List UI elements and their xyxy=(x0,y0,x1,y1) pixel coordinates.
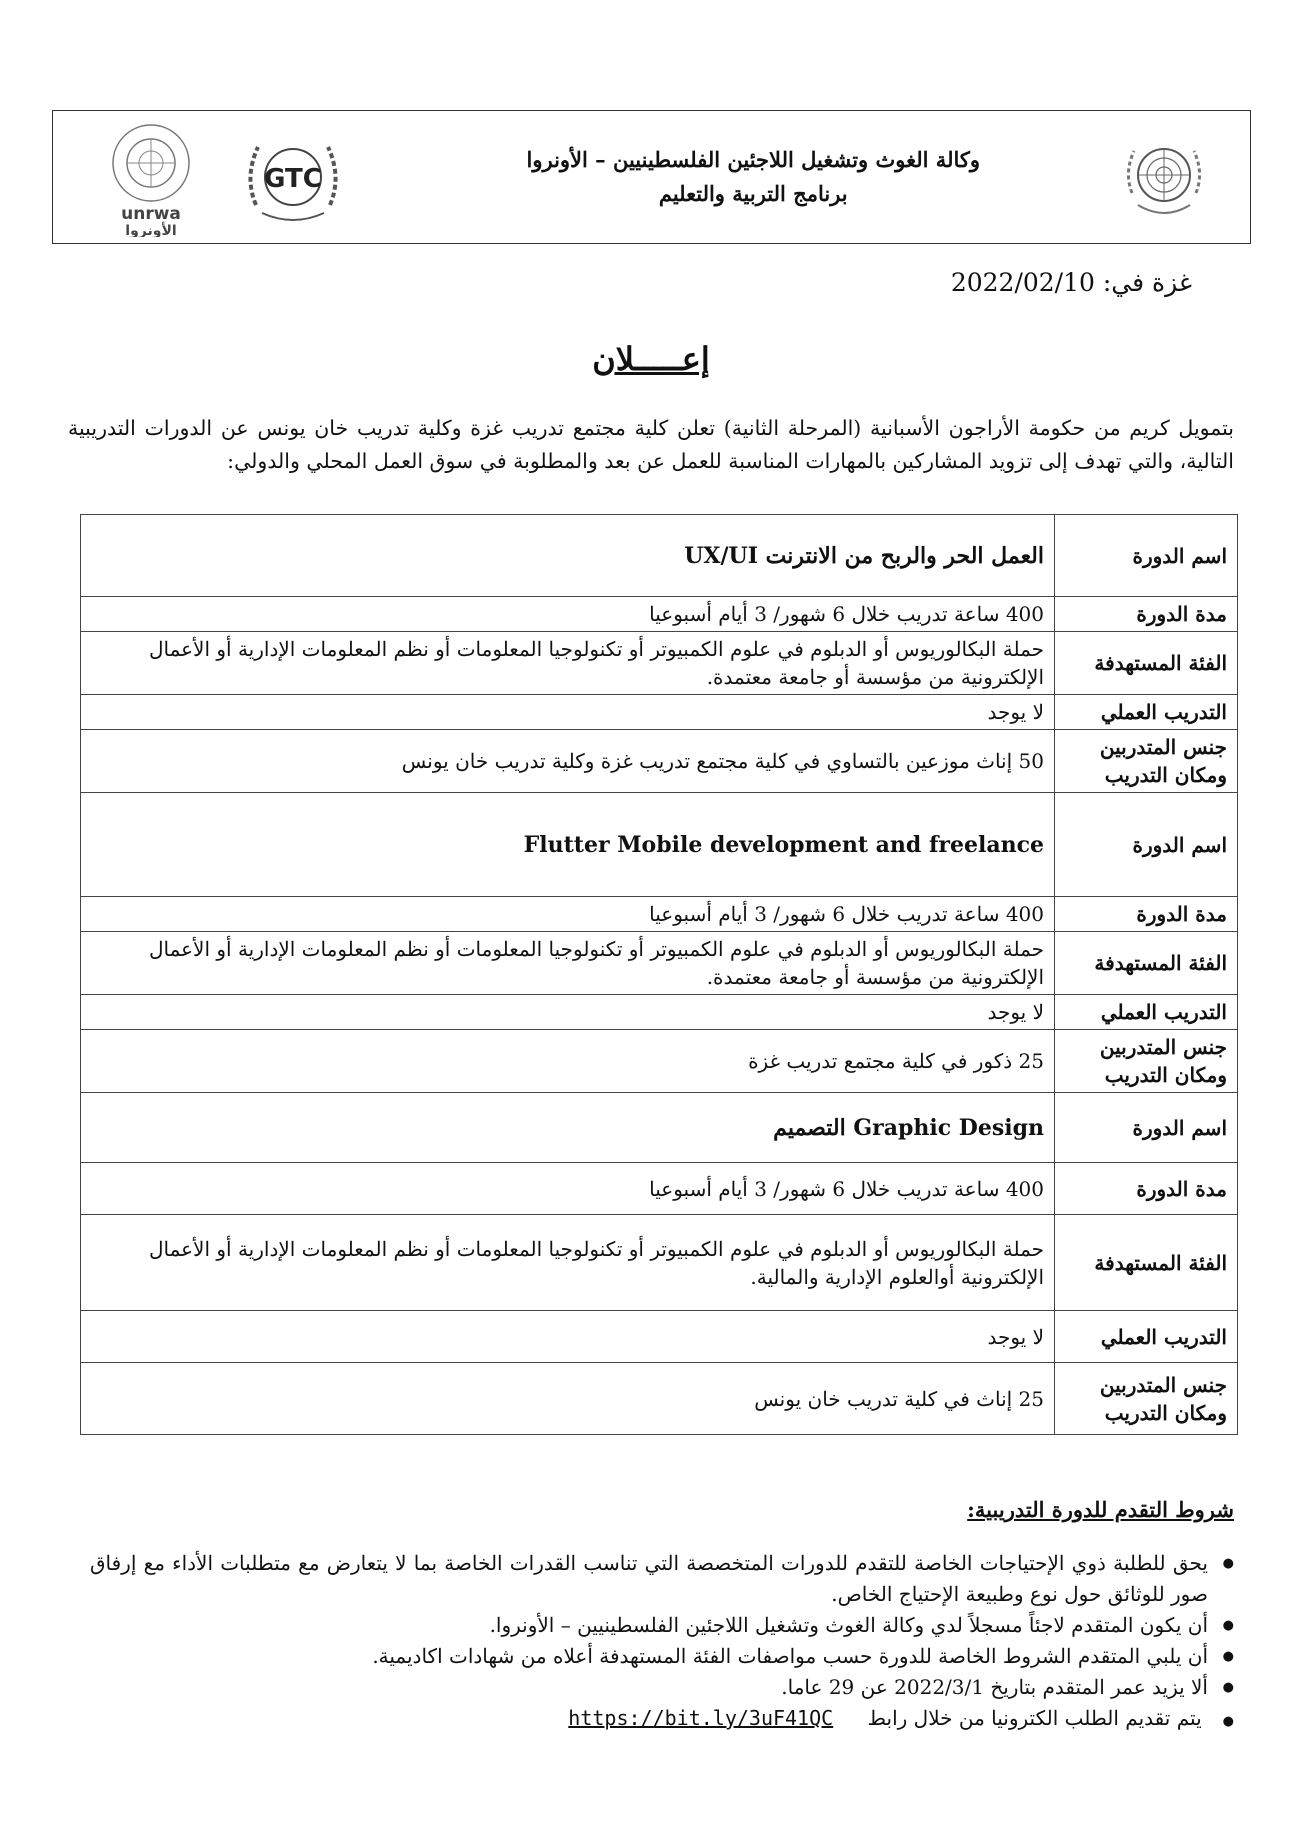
course-gender-label: جنس المتدربين ومكان التدريب xyxy=(1055,1363,1238,1435)
letterhead-title xyxy=(527,143,981,211)
apply-line xyxy=(84,1706,1234,1730)
course-name-row xyxy=(81,515,1238,597)
course-practical-row xyxy=(81,1311,1238,1363)
course-gender: 25 ذكور في كلية مجتمع تدريب غزة xyxy=(81,1030,1055,1093)
gtc-logo-text: GTC xyxy=(264,164,322,194)
program-name: برنامج التربية والتعليم xyxy=(658,181,848,206)
course-gender-label: جنس المتدربين ومكان التدريب xyxy=(1055,730,1238,793)
course-duration-label: مدة الدورة xyxy=(1055,1163,1238,1215)
course-name: العمل الحر والربح من الانترنت UX/UI xyxy=(81,515,1055,597)
apply-link[interactable]: https://bit.ly/3uF41QC xyxy=(568,1706,834,1730)
course-name-label: اسم الدورة xyxy=(1055,515,1238,597)
course-gender-label: جنس المتدربين ومكان التدريب xyxy=(1055,1030,1238,1093)
course-target: حملة البكالوريوس أو الدبلوم في علوم الكمبيوتر أو تكنولوجيا المعلومات أو نظم المعلومات الإدارية أو الأعمال الإلكترونية من مؤسسة أو جامعة معتمدة. xyxy=(81,632,1055,695)
course-duration-row xyxy=(81,597,1238,632)
course-duration: 400 ساعة تدريب خلال 6 شهور/ 3 أيام أسبوعيا xyxy=(81,1163,1055,1215)
course-gender-row xyxy=(81,730,1238,793)
conditions-list xyxy=(90,1548,1234,1703)
course-target-label: الفئة المستهدفة xyxy=(1055,632,1238,695)
course-name-row xyxy=(81,793,1238,897)
course-gender-row xyxy=(81,1030,1238,1093)
list-item: ● ألا يزيد عمر المتقدم بتاريخ 2022/3/1 عن 29 عاما. xyxy=(90,1672,1208,1703)
apply-text: يتم تقديم الطلب الكترونيا من خلال رابط xyxy=(867,1706,1202,1730)
document-date: غزة في: 2022/02/10 xyxy=(950,268,1192,297)
course-practical: لا يوجد xyxy=(81,995,1055,1030)
course-gender-row xyxy=(81,1363,1238,1435)
agency-name: وكالة الغوث وتشغيل اللاجئين الفلسطينيين – الأونروا xyxy=(526,147,980,172)
course-name-label: اسم الدورة xyxy=(1055,1093,1238,1163)
course-name: Flutter Mobile development and freelance xyxy=(81,793,1055,897)
announcement-title: إعـــــلان xyxy=(592,340,710,378)
course-duration-row xyxy=(81,897,1238,932)
course-name-label: اسم الدورة xyxy=(1055,793,1238,897)
course-duration-row xyxy=(81,1163,1238,1215)
course-practical-row xyxy=(81,695,1238,730)
course-practical: لا يوجد xyxy=(81,695,1055,730)
course-target-label: الفئة المستهدفة xyxy=(1055,932,1238,995)
list-item: ● أن يلبي المتقدم الشروط الخاصة للدورة حسب مواصفات الفئة المستهدفة أعلاه من شهادات اكاديمية. xyxy=(90,1641,1208,1672)
list-item: ● يحق للطلبة ذوي الإحتياجات الخاصة للتقدم للدورات المتخصصة التي تناسب القدرات الخاصة بما لا يتعارض مع متطلبات الأداء مع إرفاق صور للوثائق حول نوع وطبيعة الإحتياج الخاص. xyxy=(90,1548,1208,1610)
course-duration-label: مدة الدورة xyxy=(1055,897,1238,932)
gtc-logo-icon xyxy=(238,125,348,229)
bullet-icon: ● xyxy=(1222,1714,1234,1729)
list-item: ● أن يكون المتقدم لاجئاً مسجلاً لدي وكالة الغوث وتشغيل اللاجئين الفلسطينيين – الأونروا. xyxy=(90,1610,1208,1641)
un-emblem-icon xyxy=(1110,123,1218,231)
course-gender: 25 إناث في كلية تدريب خان يونس xyxy=(81,1363,1055,1435)
unrwa-ar-text: الأونروا xyxy=(125,223,177,237)
course-gender: 50 إناث موزعين بالتساوي في كلية مجتمع تدريب غزة وكلية تدريب خان يونس xyxy=(81,730,1055,793)
kytc-unrwa-logo xyxy=(81,119,221,237)
course-duration-label: مدة الدورة xyxy=(1055,597,1238,632)
course-target: حملة البكالوريوس أو الدبلوم في علوم الكمبيوتر أو تكنولوجيا المعلومات أو نظم المعلومات الإدارية أو الأعمال الإلكترونية أوالعلوم الإدارية والمالية. xyxy=(81,1215,1055,1311)
course-practical-row xyxy=(81,995,1238,1030)
course-name: Graphic Design التصميم xyxy=(81,1093,1055,1163)
course-target-row xyxy=(81,632,1238,695)
course-practical-label: التدريب العملي xyxy=(1055,1311,1238,1363)
conditions-title: شروط التقدم للدورة التدريبية: xyxy=(967,1497,1234,1522)
course-target-label: الفئة المستهدفة xyxy=(1055,1215,1238,1311)
course-target-row xyxy=(81,932,1238,995)
intro-paragraph: بتمويل كريم من حكومة الأراجون الأسبانية (المرحلة الثانية) تعلن كلية مجتمع تدريب غزة وكلية تدريب خان يونس عن الدورات التدريبية التالية، والتي تهدف إلى تزويد المشاركين بالمهارات المناسبة للعمل عن بعد والمطلوبة في سوق العمل المحلي والدولي: xyxy=(68,416,1234,473)
course-target: حملة البكالوريوس أو الدبلوم في علوم الكمبيوتر أو تكنولوجيا المعلومات أو نظم المعلومات الإدارية أو الأعمال الإلكترونية من مؤسسة أو جامعة معتمدة. xyxy=(81,932,1055,995)
course-target-row xyxy=(81,1215,1238,1311)
course-practical-label: التدريب العملي xyxy=(1055,695,1238,730)
course-practical-label: التدريب العملي xyxy=(1055,995,1238,1030)
courses-table xyxy=(80,514,1238,1435)
course-duration: 400 ساعة تدريب خلال 6 شهور/ 3 أيام أسبوعيا xyxy=(81,897,1055,932)
course-practical: لا يوجد xyxy=(81,1311,1055,1363)
course-duration: 400 ساعة تدريب خلال 6 شهور/ 3 أيام أسبوعيا xyxy=(81,597,1055,632)
course-name-row xyxy=(81,1093,1238,1163)
unrwa-en-text: unrwa xyxy=(121,204,181,224)
letterhead xyxy=(52,110,1251,244)
